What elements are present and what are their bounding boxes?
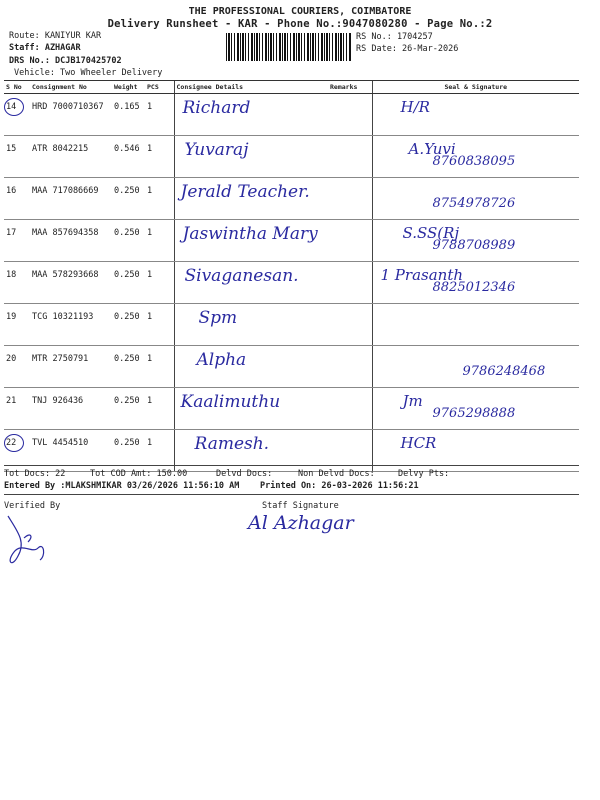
row-sno (4, 304, 30, 346)
row-sno-text: 16 (6, 186, 17, 196)
row-pcs (145, 346, 174, 388)
consignee-handwriting: Ramesh. (194, 434, 270, 454)
row-remarks (328, 304, 372, 346)
row-sno-text: 22 (6, 438, 17, 448)
row-consignment-no-text: MTR 2750791 (32, 354, 89, 364)
col-sno: S No (4, 81, 30, 94)
staff-label: Staff: AZHAGAR (9, 43, 81, 53)
row-sno (4, 94, 30, 136)
company-name: THE PROFESSIONAL COURIERS, COIMBATORE (188, 6, 412, 17)
row-consignment-no (30, 220, 112, 262)
row-remarks (328, 220, 372, 262)
rs-date: RS Date: 26-Mar-2026 (356, 44, 459, 54)
total-cod: Tot COD Amt: 150.00 (90, 469, 188, 479)
row-sno (4, 346, 30, 388)
row-sno (4, 178, 30, 220)
row-signature (372, 136, 579, 178)
row-consignment-no-text: HRD 7000710367 (32, 102, 104, 112)
row-pcs (145, 220, 174, 262)
table-row (4, 346, 579, 388)
consignee-handwriting: Alpha (196, 350, 247, 370)
row-pcs (145, 304, 174, 346)
row-weight-text: 0.250 (114, 228, 140, 238)
total-docs: Tot Docs: 22 (4, 469, 66, 479)
row-consignee (174, 220, 328, 262)
consignee-handwriting: Richard (182, 98, 251, 118)
printed-on: Printed On: 26-03-2026 11:56:21 (260, 481, 419, 491)
row-weight (112, 388, 145, 430)
row-signature (372, 388, 579, 430)
row-pcs-text: 1 (147, 144, 153, 154)
row-consignee (174, 346, 328, 388)
route-label: Route: KANIYUR KAR (9, 31, 102, 41)
footer-divider (4, 494, 579, 495)
row-weight-text: 0.165 (114, 102, 140, 112)
row-sno (4, 388, 30, 430)
row-consignee (174, 94, 328, 136)
row-weight-text: 0.250 (114, 438, 140, 448)
consignee-handwriting: Jaswintha Mary (182, 224, 318, 244)
row-weight-text: 0.250 (114, 354, 140, 364)
row-remarks (328, 346, 372, 388)
row-consignment-no-text: MAA 717086669 (32, 186, 99, 196)
row-signature (372, 346, 579, 388)
staff-signature-label: Staff Signature (262, 501, 339, 511)
row-sno (4, 262, 30, 304)
row-sno-text: 17 (6, 228, 17, 238)
row-consignment-no (30, 262, 112, 304)
row-pcs (145, 178, 174, 220)
row-weight (112, 346, 145, 388)
row-weight (112, 178, 145, 220)
table-header (4, 81, 579, 94)
table-row (4, 388, 579, 430)
row-consignment-no (30, 346, 112, 388)
table-row (4, 94, 579, 136)
row-consignee (174, 262, 328, 304)
row-pcs (145, 94, 174, 136)
col-seal-signature: Seal & Signature (372, 81, 579, 94)
receiver-phone: 9765298888 (432, 406, 516, 421)
row-remarks (328, 262, 372, 304)
delivery-points: Delvy Pts: (398, 469, 450, 479)
row-pcs-text: 1 (147, 354, 153, 364)
receiver-signature: Jm (402, 392, 423, 410)
row-signature (372, 262, 579, 304)
row-sno-text: 18 (6, 270, 17, 280)
row-remarks (328, 388, 372, 430)
row-consignee (174, 388, 328, 430)
row-consignment-no-text: TCG 10321193 (32, 312, 94, 322)
entered-by: Entered By :MLAKSHMIKAR 03/26/2026 11:56:10 AM (4, 481, 240, 491)
col-weight: Weight (112, 81, 145, 94)
row-consignee (174, 178, 328, 220)
row-pcs-text: 1 (147, 438, 153, 448)
verified-by-label: Verified By (4, 501, 61, 511)
consignee-handwriting: Sivaganesan. (184, 266, 299, 286)
consignee-handwriting: Spm (198, 308, 238, 328)
receiver-signature: H/R (400, 98, 430, 116)
receiver-phone: 8825012346 (432, 280, 516, 295)
runsheet-title: Delivery Runsheet - KAR - Phone No.:9047080280 - Page No.:2 (107, 18, 493, 30)
row-sno-text: 21 (6, 396, 17, 406)
row-weight-text: 0.250 (114, 396, 140, 406)
row-pcs (145, 136, 174, 178)
row-pcs-text: 1 (147, 396, 153, 406)
row-pcs-text: 1 (147, 270, 153, 280)
row-weight-text: 0.250 (114, 270, 140, 280)
row-signature (372, 94, 579, 136)
row-consignment-no (30, 388, 112, 430)
row-weight-text: 0.546 (114, 144, 140, 154)
consignee-handwriting: Yuvaraj (184, 140, 249, 160)
row-pcs (145, 388, 174, 430)
col-consignee: Consignee Details (174, 81, 328, 94)
receiver-signature: S.SS(Rj (402, 224, 460, 242)
row-consignment-no (30, 136, 112, 178)
row-signature (372, 220, 579, 262)
row-consignment-no (30, 304, 112, 346)
row-remarks (328, 178, 372, 220)
row-consignment-no-text: ATR 8042215 (32, 144, 89, 154)
row-sno (4, 136, 30, 178)
drs-number: DRS No.: DCJB170425702 (9, 56, 122, 66)
delivered-docs: Delvd Docs: (216, 469, 273, 479)
row-weight (112, 220, 145, 262)
barcode (226, 33, 351, 61)
row-pcs (145, 262, 174, 304)
consignee-handwriting: Kaalimuthu (180, 392, 281, 412)
row-sno-text: 19 (6, 312, 17, 322)
table-row (4, 262, 579, 304)
row-consignment-no (30, 178, 112, 220)
row-consignment-no-text: TNJ 926436 (32, 396, 84, 406)
row-pcs-text: 1 (147, 102, 153, 112)
row-consignee (174, 136, 328, 178)
row-consignment-no-text: MAA 857694358 (32, 228, 99, 238)
row-weight (112, 94, 145, 136)
row-weight-text: 0.250 (114, 312, 140, 322)
table-row (4, 220, 579, 262)
receiver-phone: 9788708989 (432, 238, 516, 253)
row-signature (372, 178, 579, 220)
receiver-phone: 8760838095 (432, 154, 516, 169)
row-weight (112, 136, 145, 178)
row-weight (112, 262, 145, 304)
row-sno-text: 15 (6, 144, 17, 154)
row-weight-text: 0.250 (114, 186, 140, 196)
col-pcs: PCS (145, 81, 174, 94)
row-signature (372, 304, 579, 346)
row-sno-text: 20 (6, 354, 17, 364)
row-consignment-no (30, 94, 112, 136)
table-row (4, 178, 579, 220)
row-consignee (174, 304, 328, 346)
row-sno-text: 14 (6, 102, 17, 112)
receiver-signature: A.Yuvi (408, 140, 456, 158)
row-remarks (328, 94, 372, 136)
vehicle-label: Vehicle: Two Wheeler Delivery (14, 68, 163, 78)
row-consignment-no-text: MAA 578293668 (32, 270, 99, 280)
rs-number: RS No.: 1704257 (356, 32, 433, 42)
consignee-handwriting: Jerald Teacher. (180, 182, 310, 202)
non-delivered-docs: Non Delvd Docs: (298, 469, 375, 479)
receiver-signature: HCR (400, 434, 437, 452)
row-pcs-text: 1 (147, 186, 153, 196)
verifier-signature (4, 512, 52, 574)
row-consignment-no-text: TVL 4454510 (32, 438, 89, 448)
table-row (4, 304, 579, 346)
table-row (4, 136, 579, 178)
col-consignment: Consignment No (30, 81, 112, 94)
row-pcs-text: 1 (147, 312, 153, 322)
staff-signature-hand: Al Azhagar (248, 512, 354, 534)
row-weight (112, 304, 145, 346)
runsheet-table (4, 80, 579, 472)
col-remarks: Remarks (328, 81, 372, 94)
row-sno (4, 220, 30, 262)
receiver-signature: 1 Prasanth (380, 266, 464, 284)
receiver-phone: 8754978726 (432, 196, 516, 211)
row-remarks (328, 136, 372, 178)
receiver-phone: 9786248468 (462, 364, 546, 379)
totals-divider (4, 465, 579, 466)
row-pcs-text: 1 (147, 228, 153, 238)
